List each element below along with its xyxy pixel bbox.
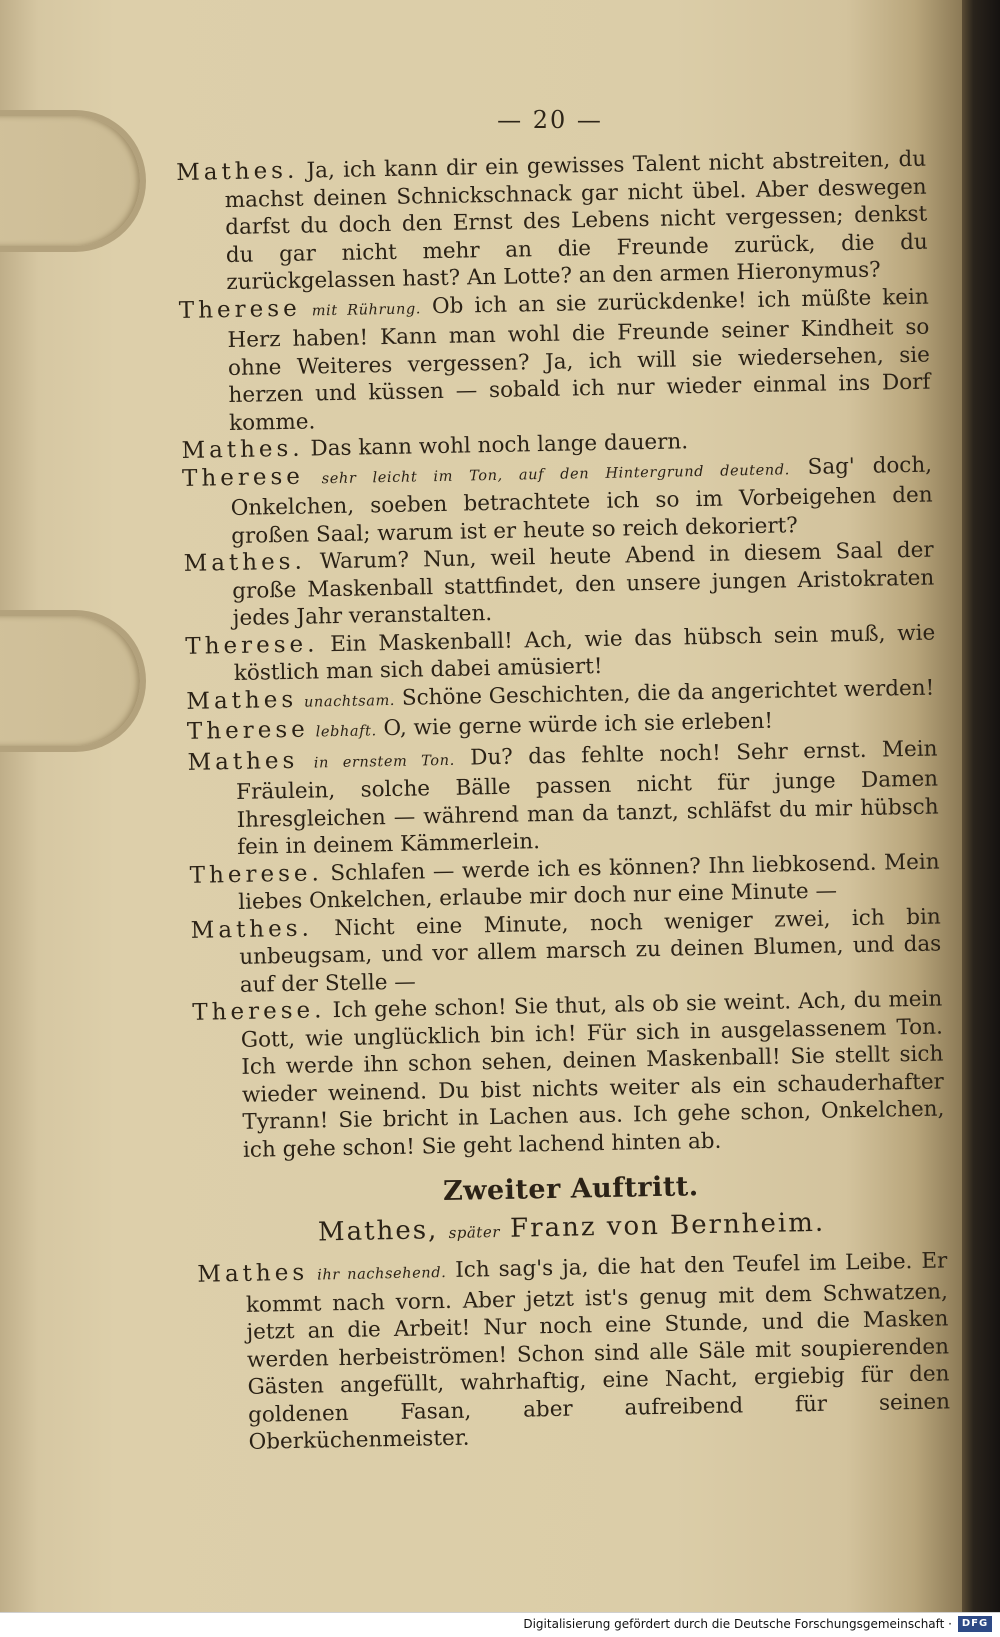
speech-text: Du? das fehlte noch! Sehr ernst. Mein Fräulein, solche Bälle passen nicht für junge Damen Ihresgleichen — während man da tanzt, schläfst du mir hübsch fein in deinem Kämmerlein. (235, 735, 939, 860)
speaker-name: Therese (181, 463, 305, 492)
footer-credit: Digitalisierung gefördert durch die Deutsche Forschungsgemeinschaft · (523, 1617, 952, 1631)
speaker-name: Therese. (185, 630, 319, 660)
closing-speech (197, 1247, 951, 1457)
page-edge-curl-middle (0, 610, 146, 752)
footer-bar (0, 1612, 1000, 1637)
speech-text: Ob ich an sie zurückdenke! ich müßte kein Herz haben! Kann man wohl die Freunde seiner Kindheit so ohne Weiteres vergessen? Ja, ich will sie wiedersehen, sie herzen und küssen — sobald ich nur wieder einmal ins Dorf komme. (227, 284, 931, 436)
speaker-name: Mathes. (176, 157, 299, 186)
cast-main: Mathes, (317, 1215, 439, 1248)
speech-8 (187, 735, 939, 862)
stage-direction: unachtsam. (303, 692, 396, 711)
stage-direction: mit Rührung. (311, 300, 422, 319)
speaker-name: Mathes. (190, 915, 314, 944)
cast-note: später (448, 1222, 501, 1242)
cast-rest: Franz von Bernheim. (509, 1207, 826, 1244)
dialogue-list (176, 146, 945, 1165)
speech-text: Ja, ich kann dir ein gewisses Talent nicht abstreiten, du machst deinen Schnickschnack gar nicht übel. Aber deswegen darfst du doch den Ernst des Lebens nicht vergessen; denkst du gar nicht mehr an die Freunde zurück, die du zurückgelassen hast? An Lotte? an den armen Hieronymus? (224, 146, 928, 296)
speech-text: O, wie gerne würde ich sie erleben! (383, 708, 774, 742)
speech-1 (179, 283, 932, 438)
speech-text: Schlafen — werde ich es können? Ihn liebkosend. Mein liebes Onkelchen, erlaube mir doch nur eine Minute — (238, 848, 940, 915)
speech-0 (176, 146, 929, 298)
speaker-name: Mathes (197, 1259, 309, 1288)
page-number: — 20 — (497, 106, 603, 134)
speech-text: Ich sag's ja, die hat den Teufel im Leibe. Er kommt nach vorn. Aber jetzt ist's genug mit dem Schwatzen, jetzt an die Arbeit! Nur noch eine Stunde, und die Masken werden herbeiströmen! Schon sind alle Säle mit soupierenden Gästen angefüllt, wahrhaftig, eine Nacht, ergiebig für den goldenen Fasan, aber aufreibend für seinen Oberküchenmeister. (245, 1248, 951, 1455)
speaker-name: Mathes. (181, 435, 304, 464)
scene-cast-line (196, 1205, 946, 1249)
speech-11 (192, 985, 945, 1164)
speech-10 (191, 903, 942, 1000)
speech-text: Das kann wohl noch lange dauern. (310, 429, 689, 462)
speech-text: Ein Maskenball! Ach, wie das hübsch sein muß, wie köstlich man sich dabei amüsiert! (233, 620, 936, 686)
speech-text: Nicht eine Minute, noch weniger zwei, ich bin unbeugsam, und vor allem marsch zu deinen Blumen, und das auf der Stelle — (239, 903, 942, 998)
speech-text: Schöne Geschichten, die da angerichtet werden! (401, 675, 935, 711)
scene-heading: Zweiter Auftritt. (442, 1171, 699, 1208)
page-text (176, 146, 951, 1458)
speech-text: Ich gehe schon! Sie thut, als ob sie weint. Ach, du mein Gott, wie unglücklich bin ich! Für sich in ausgelassenem Ton. Ich werde ihn schon sehen, deinen Maskenball! Sie stellt sich wieder weinend. Du bist nichts weiter als ein schauderhafter Tyrann! Sie bricht in Lachen aus. Ich gehe schon, Onkelchen, ich gehe schon! Sie geht lachend hinten ab. (240, 986, 945, 1163)
book-binding (962, 0, 1000, 1612)
speaker-name: Therese (186, 716, 310, 745)
stage-direction: sehr leicht im Ton, auf den Hintergrund deutend. (321, 461, 791, 487)
stage-direction: ihr nachsehend. (316, 1265, 447, 1284)
speaker-name: Therese. (189, 859, 324, 889)
speech-text: Warum? Nun, weil heute Abend in diesem Saal der große Maskenball stattfindet, den unsere jungen Aristokraten jedes Jahr veranstalten. (232, 537, 935, 631)
speaker-name: Mathes (187, 747, 299, 776)
dfg-logo-icon: DFG (958, 1616, 992, 1632)
speaker-name: Therese (178, 295, 301, 324)
stage-direction: in ernstem Ton. (313, 752, 455, 771)
speech-4 (184, 537, 935, 634)
speaker-name: Therese. (192, 997, 326, 1026)
speaker-name: Mathes. (183, 548, 307, 577)
speech-text: Sag' doch, Onkelchen, soeben betrachtete ich so im Vorbeigehen den großen Saal; warum ist er heute so reich dekoriert? (230, 452, 933, 549)
speaker-name: Mathes (186, 686, 298, 715)
stage-direction: lebhaft. (315, 723, 377, 741)
speech-3 (182, 451, 934, 551)
